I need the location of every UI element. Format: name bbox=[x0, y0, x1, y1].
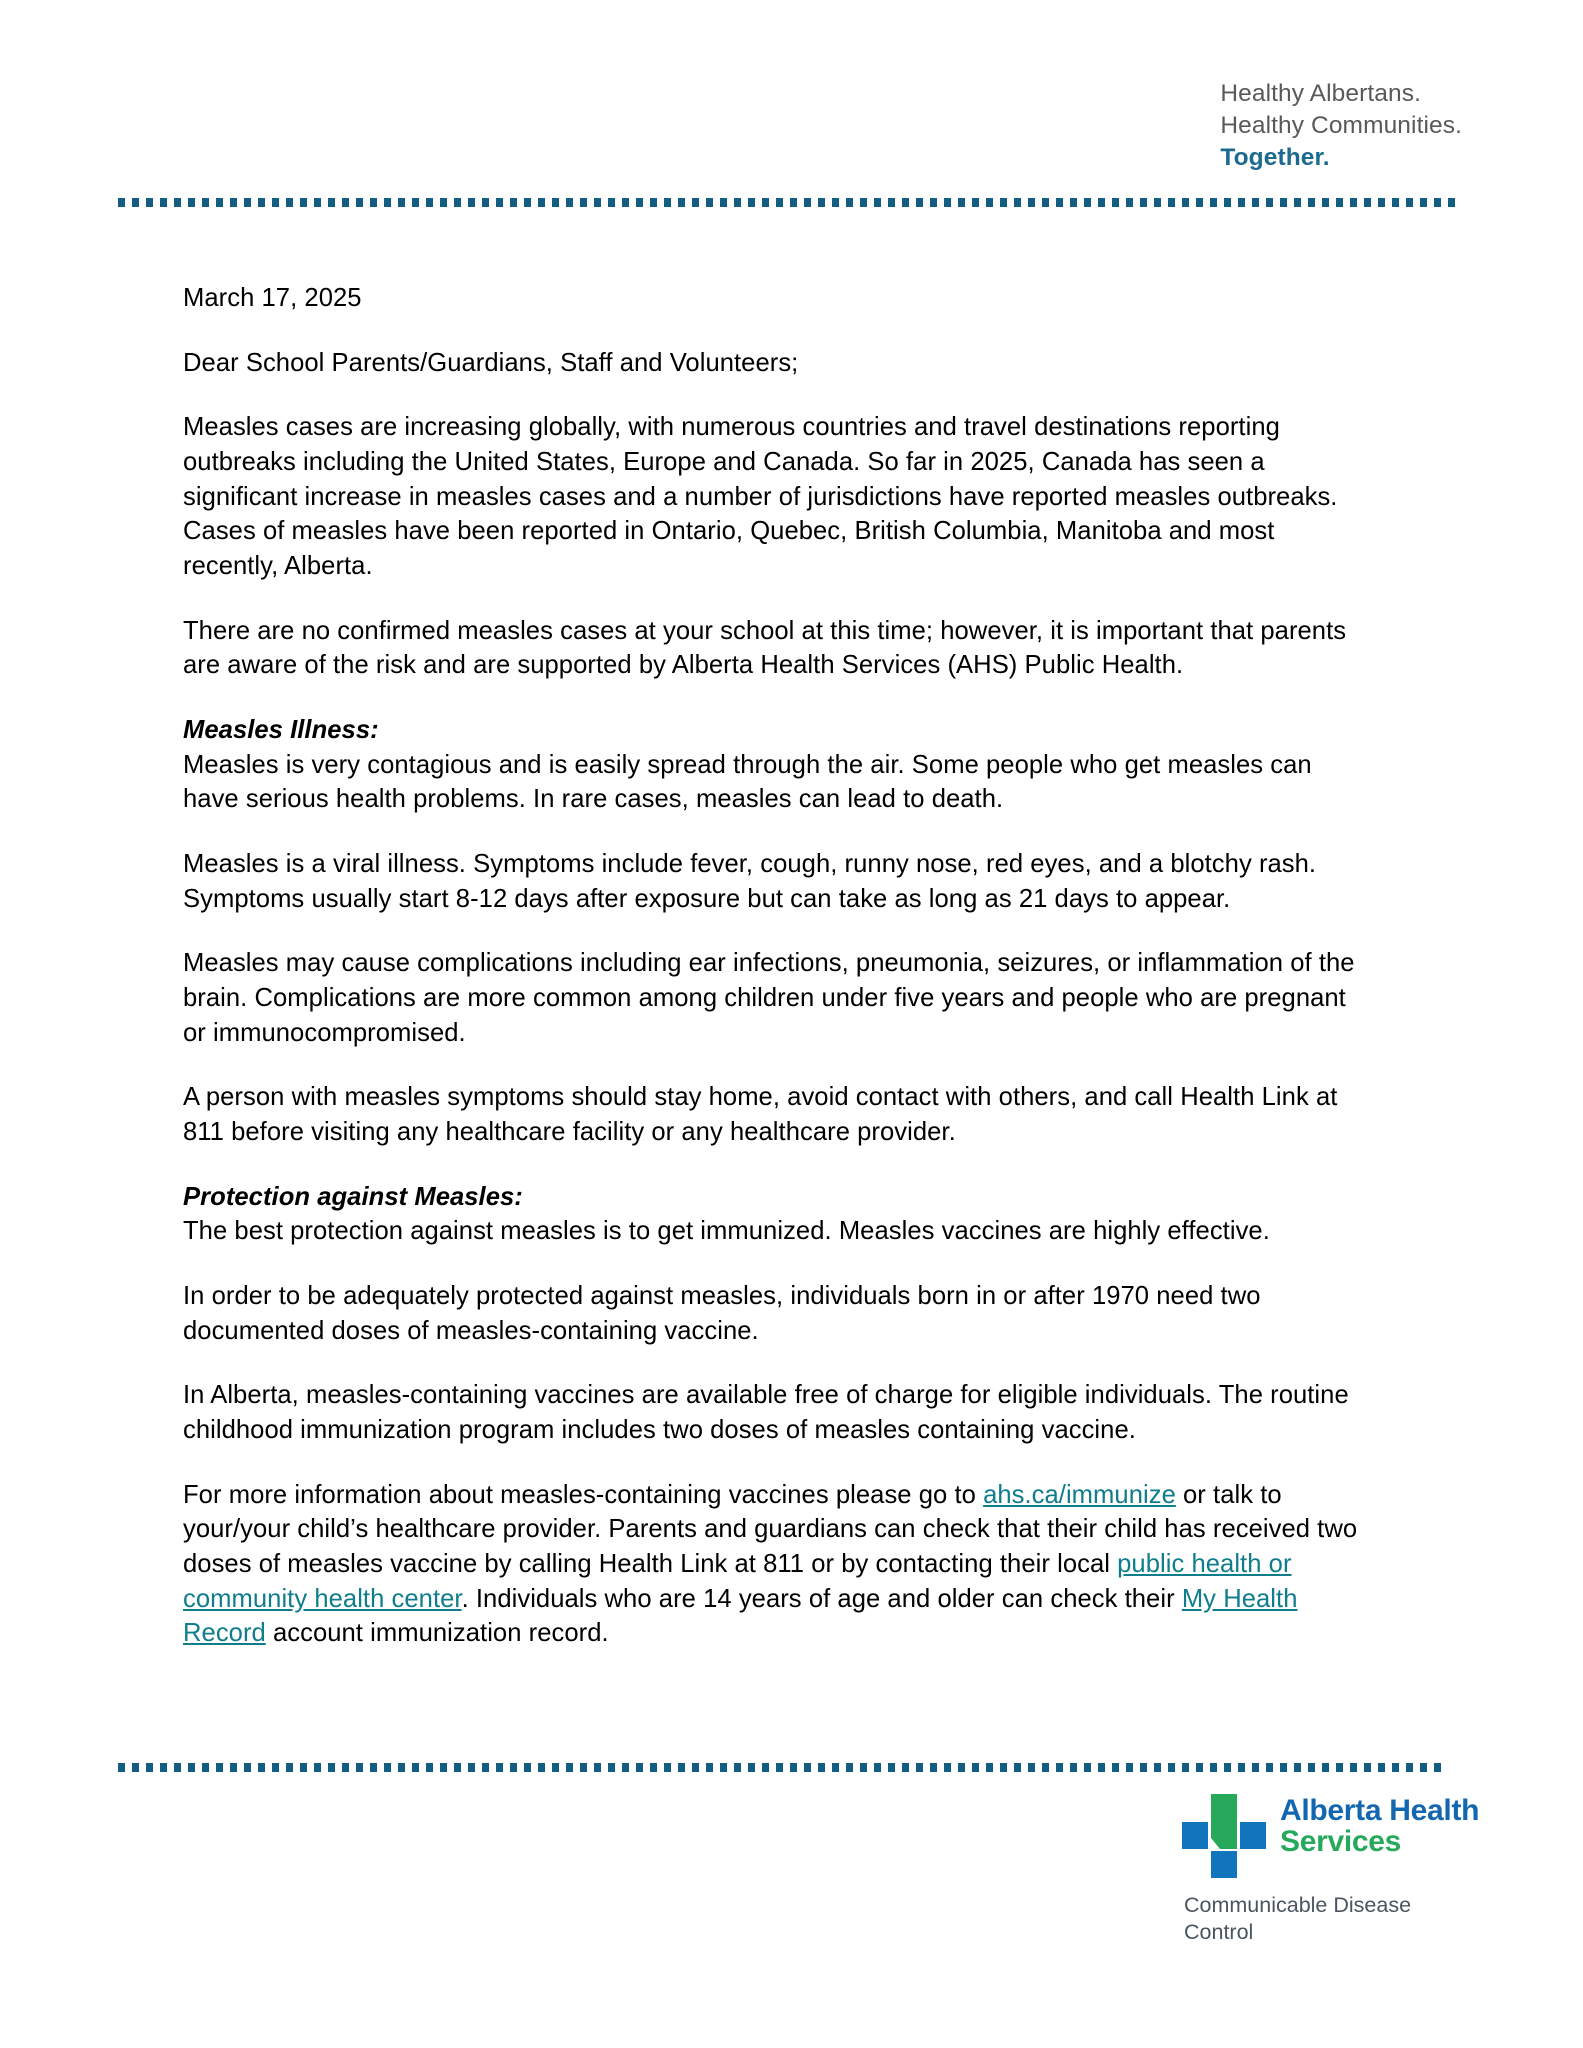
logo-word-alberta-health: Alberta Health bbox=[1280, 1794, 1480, 1827]
more-info-text-part-2: or talk to your/your child’s healthcare provider. Parents and guardians can check that their child has received two doses of measles vaccine by calling Health Link at 811 or by contacting their local bbox=[183, 1480, 1358, 1579]
more-info-text-part-4: account immunization record. bbox=[265, 1619, 609, 1648]
paragraph-no-confirmed-cases: There are no confirmed measles cases at your school at this time; however, it is important that parents are aware of the risk and are supported by Alberta Health Services (AHS) Public Health. bbox=[183, 616, 1347, 680]
ahs-logo-wordmark bbox=[1280, 1792, 1479, 1858]
paragraph-complications: Measles may cause complications including ear infections, pneumonia, seizures, or inflammation of the brain. Complications are more common among children under five years and people who are pregnant or immunocompromised. bbox=[183, 949, 1355, 1047]
more-info-text-part-1: For more information about measles-containing vaccines please go to bbox=[183, 1480, 984, 1509]
paragraph-best-protection: The best protection against measles is to get immunized. Measles vaccines are highly effective. bbox=[183, 1217, 1270, 1246]
heading-protection-against-measles: Protection against Measles: bbox=[183, 1182, 523, 1211]
link-ahs-immunize[interactable]: ahs.ca/immunize bbox=[983, 1480, 1176, 1509]
department-line-2: Control bbox=[1184, 1920, 1254, 1945]
link-public-health-or-community-health-center[interactable]: public health or community health center bbox=[183, 1550, 1292, 1613]
paragraph-two-doses: In order to be adequately protected against measles, individuals born in or after 1970 need two documented doses of measles-containing vaccine. bbox=[183, 1282, 1261, 1345]
heading-measles-illness: Measles Illness: bbox=[183, 716, 379, 745]
paragraph-symptoms: Measles is a viral illness. Symptoms include fever, cough, runny nose, red eyes, and a blotchy rash. Symptoms usually start 8-12 days after exposure but can take as long as 21 days to appear. bbox=[183, 850, 1317, 913]
page-footer bbox=[0, 1763, 1583, 2048]
department-name bbox=[1184, 1892, 1482, 1947]
paragraph-more-information bbox=[183, 1478, 1363, 1651]
link-my-health-record[interactable]: My Health Record bbox=[183, 1584, 1298, 1648]
logo-word-services: Services bbox=[1280, 1825, 1402, 1858]
more-info-text-part-3: . Individuals who are 14 years of age and older can check their bbox=[461, 1584, 1182, 1613]
tagline-line-1: Healthy Albertans. bbox=[1220, 80, 1421, 107]
alberta-health-services-cross-icon bbox=[1182, 1794, 1266, 1878]
ahs-logo bbox=[1182, 1792, 1482, 1878]
paragraph-stay-home: A person with measles symptoms should stay home, avoid contact with others, and call Health Link at 811 before visiting any healthcare facility or any healthcare provider. bbox=[183, 1083, 1338, 1147]
ahs-tagline bbox=[1220, 78, 1462, 174]
tagline-line-3: Together. bbox=[1220, 143, 1330, 171]
paragraph-free-of-charge: In Alberta, measles-containing vaccines are available free of charge for eligible individuals. The routine childhood immunization program includes two doses of measles containing vaccine. bbox=[183, 1381, 1349, 1445]
letter-date: March 17, 2025 bbox=[183, 284, 362, 312]
header-dotted-divider bbox=[118, 198, 1461, 207]
paragraph-intro: Measles cases are increasing globally, with numerous countries and travel destinations reporting outbreaks including the United States, Europe and Canada. So far in 2025, Canada has seen a significant increase in measles cases and a number of jurisdictions have reported measles outbreaks. Cases of measles have been reported in Ontario, Quebec, British Columbia, Manitoba and most recently, Alberta. bbox=[183, 413, 1338, 581]
page-header bbox=[0, 0, 1583, 200]
footer-branding bbox=[1182, 1792, 1482, 1947]
paragraph-contagious: Measles is very contagious and is easily spread through the air. Some people who get measles can have serious health problems. In rare cases, measles can lead to death. bbox=[183, 750, 1312, 814]
department-line-1: Communicable Disease bbox=[1184, 1893, 1412, 1917]
tagline-line-2: Healthy Communities. bbox=[1220, 111, 1462, 139]
letter-salutation: Dear School Parents/Guardians, Staff and Volunteers; bbox=[183, 348, 799, 377]
letter-body bbox=[183, 281, 1363, 1651]
